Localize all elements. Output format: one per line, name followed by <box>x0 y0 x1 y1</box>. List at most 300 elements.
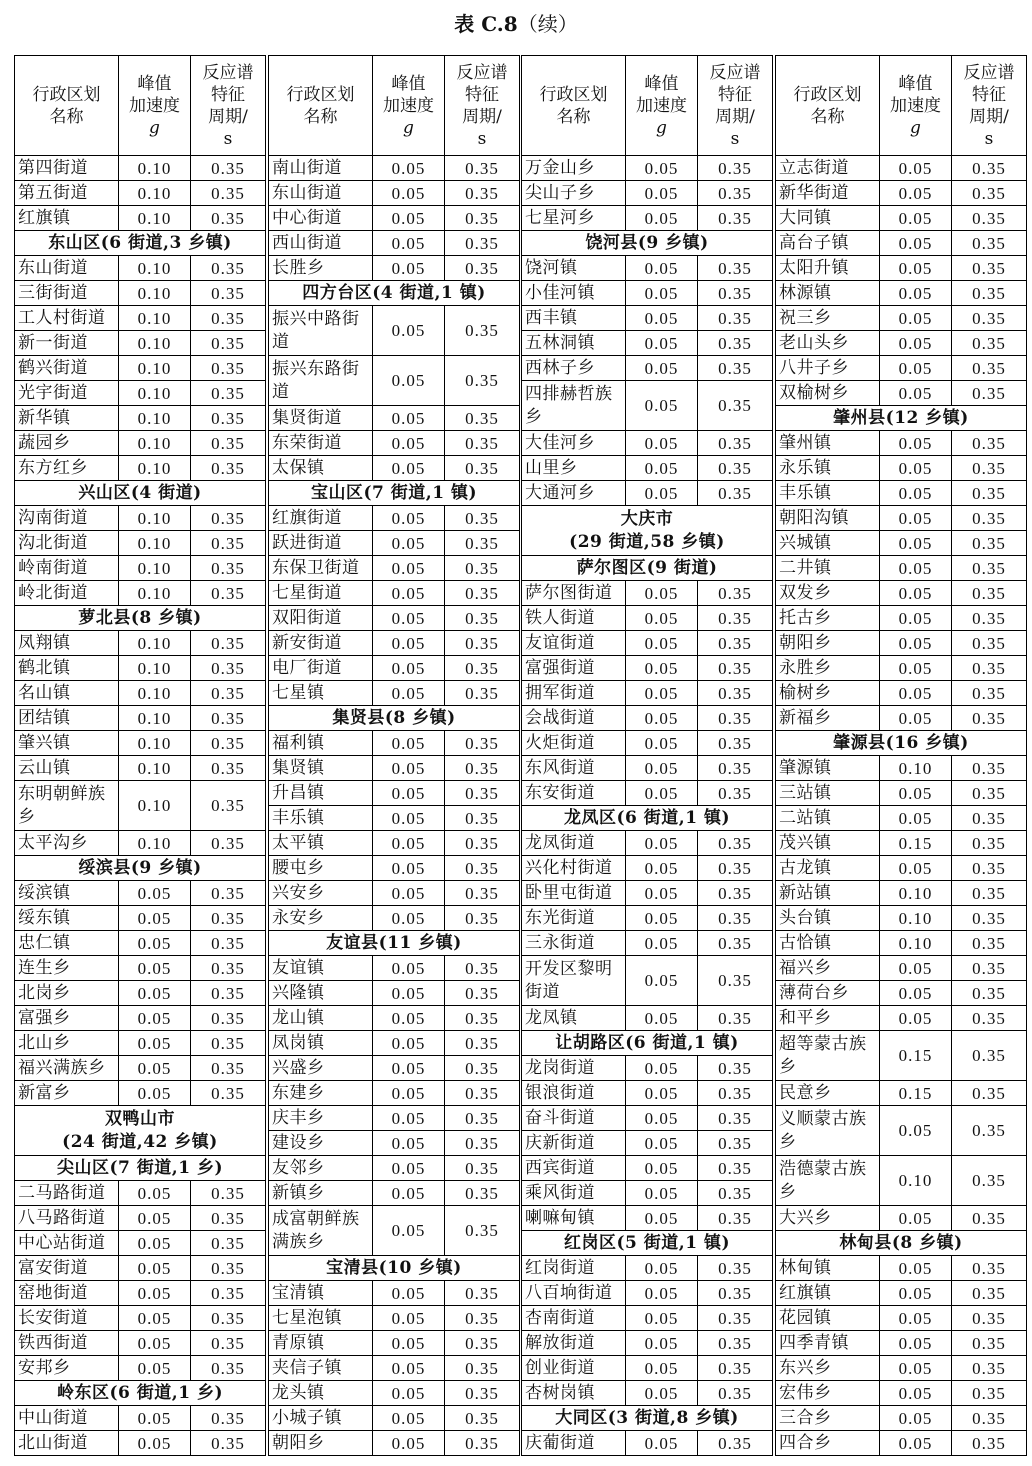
peak-acceleration-cell: 0.05 <box>373 1431 445 1456</box>
characteristic-period-cell: 0.35 <box>952 256 1027 281</box>
header-line: 反应谱 <box>456 62 508 83</box>
characteristic-period-cell: 0.35 <box>698 306 773 331</box>
peak-acceleration-cell: 0.05 <box>880 581 952 606</box>
table-row <box>269 306 520 356</box>
section-line: (24 街道,42 乡镇) <box>62 1131 218 1152</box>
characteristic-period-cell: 0.35 <box>952 1256 1027 1281</box>
peak-acceleration-cell: 0.10 <box>880 881 952 906</box>
peak-acceleration-cell: 0.05 <box>880 706 952 731</box>
region-name-cell: 第四街道 <box>15 156 119 181</box>
table-row <box>269 1281 520 1306</box>
section-row <box>269 481 520 506</box>
section-line: 红岗区(5 街道,1 镇) <box>564 1232 730 1253</box>
table-caption-suffix: （续） <box>517 12 578 36</box>
table-row <box>776 756 1027 781</box>
peak-acceleration-cell: 0.10 <box>119 731 191 756</box>
characteristic-period-cell: 0.35 <box>698 1306 773 1331</box>
peak-acceleration-cell: 0.05 <box>880 331 952 356</box>
table-body <box>15 156 266 1456</box>
characteristic-period-cell: 0.35 <box>952 181 1027 206</box>
region-name-cell: 三永街道 <box>522 931 626 956</box>
header-period-cell <box>698 56 773 156</box>
region-name-cell: 福利镇 <box>269 731 373 756</box>
peak-acceleration-cell: 0.15 <box>880 831 952 856</box>
peak-acceleration-cell: 0.05 <box>119 1306 191 1331</box>
header-line: 名称 <box>556 106 591 127</box>
header-period-cell <box>191 56 266 156</box>
header-name-cell <box>269 56 373 156</box>
characteristic-period-cell: 0.35 <box>952 831 1027 856</box>
characteristic-period-cell: 0.35 <box>952 506 1027 531</box>
characteristic-period-cell: 0.35 <box>191 256 266 281</box>
table-row <box>776 506 1027 531</box>
peak-acceleration-cell: 0.10 <box>119 706 191 731</box>
table-row <box>776 1281 1027 1306</box>
header-line: 名称 <box>49 106 84 127</box>
section-title <box>269 931 520 956</box>
region-name-cell: 电厂街道 <box>269 656 373 681</box>
region-name-cell: 光宇街道 <box>15 381 119 406</box>
table-row <box>15 881 266 906</box>
characteristic-period-cell: 0.35 <box>191 1031 266 1056</box>
peak-acceleration-cell: 0.05 <box>373 206 445 231</box>
table-row <box>15 756 266 781</box>
peak-acceleration-cell: 0.10 <box>119 331 191 356</box>
peak-acceleration-cell: 0.10 <box>119 256 191 281</box>
characteristic-period-cell: 0.35 <box>698 1181 773 1206</box>
peak-acceleration-cell: 0.05 <box>119 1231 191 1256</box>
table-row <box>269 1081 520 1106</box>
characteristic-period-cell: 0.35 <box>698 756 773 781</box>
region-name-cell: 林源镇 <box>776 281 880 306</box>
peak-acceleration-cell: 0.05 <box>880 506 952 531</box>
section-line: 友谊县(11 乡镇) <box>326 932 462 953</box>
header-line: 行政区划 <box>793 84 862 105</box>
region-name-cell: 北岗乡 <box>15 981 119 1006</box>
table-row <box>522 1331 773 1356</box>
peak-acceleration-cell: 0.05 <box>880 806 952 831</box>
region-name-cell: 红岗街道 <box>522 1256 626 1281</box>
header-line: 特征 <box>211 84 245 105</box>
region-name-cell: 头台镇 <box>776 906 880 931</box>
peak-acceleration-cell: 0.05 <box>373 406 445 431</box>
characteristic-period-cell: 0.35 <box>445 856 520 881</box>
table-row <box>776 1381 1027 1406</box>
region-name-cell: 东保卫街道 <box>269 556 373 581</box>
characteristic-period-cell: 0.35 <box>445 731 520 756</box>
table-row <box>522 706 773 731</box>
table-row <box>269 1431 520 1456</box>
table-row <box>522 1256 773 1281</box>
table-row <box>776 656 1027 681</box>
section-line: 龙凤区(6 街道,1 镇) <box>564 807 730 828</box>
table-row <box>269 456 520 481</box>
characteristic-period-cell: 0.35 <box>191 181 266 206</box>
region-name-cell: 新安街道 <box>269 631 373 656</box>
region-name-cell: 中山街道 <box>15 1406 119 1431</box>
peak-acceleration-cell: 0.05 <box>373 956 445 981</box>
table-row <box>269 231 520 256</box>
peak-acceleration-cell: 0.10 <box>119 531 191 556</box>
region-name-cell: 富安街道 <box>15 1256 119 1281</box>
region-name-cell: 红旗街道 <box>269 506 373 531</box>
peak-acceleration-cell: 0.05 <box>880 1006 952 1031</box>
section-title <box>15 231 266 256</box>
characteristic-period-cell: 0.35 <box>191 506 266 531</box>
peak-acceleration-cell: 0.05 <box>626 831 698 856</box>
table-row <box>522 256 773 281</box>
peak-acceleration-cell: 0.05 <box>626 606 698 631</box>
header-line: g <box>910 117 921 138</box>
peak-acceleration-cell: 0.05 <box>119 1356 191 1381</box>
table-row <box>522 631 773 656</box>
region-name-cell: 开发区黎明街道 <box>522 956 626 1006</box>
characteristic-period-cell: 0.35 <box>191 556 266 581</box>
section-row <box>15 481 266 506</box>
characteristic-period-cell: 0.35 <box>952 156 1027 181</box>
table-group-4 <box>775 55 1026 1456</box>
section-line: 尖山区(7 街道,1 乡) <box>57 1157 223 1178</box>
peak-acceleration-cell: 0.05 <box>373 1006 445 1031</box>
peak-acceleration-cell: 0.05 <box>373 1156 445 1181</box>
region-name-cell: 忠仁镇 <box>15 931 119 956</box>
peak-acceleration-cell: 0.05 <box>880 781 952 806</box>
region-name-cell: 朝阳沟镇 <box>776 506 880 531</box>
table-row <box>269 906 520 931</box>
characteristic-period-cell: 0.35 <box>445 881 520 906</box>
table-row <box>269 1206 520 1256</box>
peak-acceleration-cell: 0.05 <box>373 756 445 781</box>
header-line: 行政区划 <box>32 84 101 105</box>
region-name-cell: 太平沟乡 <box>15 831 119 856</box>
table-header <box>269 56 520 156</box>
region-name-cell: 永胜乡 <box>776 656 880 681</box>
peak-acceleration-cell: 0.05 <box>880 1256 952 1281</box>
table-row <box>522 1156 773 1181</box>
section-title <box>15 1106 266 1156</box>
table-row <box>15 1256 266 1281</box>
peak-acceleration-cell: 0.05 <box>880 206 952 231</box>
table-row <box>776 806 1027 831</box>
section-line: 宝清县(10 乡镇) <box>326 1257 462 1278</box>
region-name-cell: 名山镇 <box>15 681 119 706</box>
header-line: s <box>477 128 487 149</box>
characteristic-period-cell: 0.35 <box>952 656 1027 681</box>
peak-acceleration-cell: 0.05 <box>373 881 445 906</box>
table-row <box>522 456 773 481</box>
characteristic-period-cell: 0.35 <box>698 1056 773 1081</box>
peak-acceleration-cell: 0.05 <box>880 1381 952 1406</box>
header-row <box>269 56 520 156</box>
region-name-cell: 浩德蒙古族乡 <box>776 1156 880 1206</box>
characteristic-period-cell: 0.35 <box>445 1381 520 1406</box>
section-row <box>776 731 1027 756</box>
table-body <box>269 156 520 1456</box>
header-line: 行政区划 <box>286 84 355 105</box>
section-line: 岭东区(6 街道,1 乡) <box>57 1382 223 1403</box>
peak-acceleration-cell: 0.05 <box>119 906 191 931</box>
header-line: 名称 <box>303 106 338 127</box>
characteristic-period-cell: 0.35 <box>445 581 520 606</box>
characteristic-period-cell: 0.35 <box>445 1331 520 1356</box>
peak-acceleration-cell: 0.15 <box>880 1031 952 1081</box>
table-row <box>522 1281 773 1306</box>
peak-acceleration-cell: 0.05 <box>373 1106 445 1131</box>
section-line: 绥滨县(9 乡镇) <box>78 857 202 878</box>
peak-acceleration-cell: 0.10 <box>119 831 191 856</box>
peak-acceleration-cell: 0.10 <box>119 656 191 681</box>
characteristic-period-cell: 0.35 <box>698 606 773 631</box>
header-line: 峰值 <box>644 73 679 94</box>
table-row <box>776 906 1027 931</box>
section-line: 饶河县(9 乡镇) <box>585 232 709 253</box>
header-name-cell <box>15 56 119 156</box>
peak-acceleration-cell: 0.05 <box>626 756 698 781</box>
peak-acceleration-cell: 0.05 <box>373 1381 445 1406</box>
table-row <box>776 606 1027 631</box>
characteristic-period-cell: 0.35 <box>952 1081 1027 1106</box>
region-name-cell: 青原镇 <box>269 1331 373 1356</box>
table-row <box>522 856 773 881</box>
peak-acceleration-cell: 0.05 <box>626 731 698 756</box>
section-line: 萨尔图区(9 街道) <box>576 557 718 578</box>
peak-acceleration-cell: 0.10 <box>119 306 191 331</box>
region-name-cell: 东兴乡 <box>776 1356 880 1381</box>
table-row <box>269 881 520 906</box>
region-name-cell: 福兴满族乡 <box>15 1056 119 1081</box>
table-row <box>776 681 1027 706</box>
header-accel-cell <box>373 56 445 156</box>
region-name-cell: 尖山子乡 <box>522 181 626 206</box>
table-row <box>269 1031 520 1056</box>
characteristic-period-cell: 0.35 <box>191 656 266 681</box>
characteristic-period-cell: 0.35 <box>952 956 1027 981</box>
peak-acceleration-cell: 0.05 <box>880 1281 952 1306</box>
characteristic-period-cell: 0.35 <box>698 1156 773 1181</box>
region-name-cell: 龙岗街道 <box>522 1056 626 1081</box>
region-name-cell: 义顺蒙古族乡 <box>776 1106 880 1156</box>
characteristic-period-cell: 0.35 <box>191 681 266 706</box>
table-row <box>522 181 773 206</box>
peak-acceleration-cell: 0.05 <box>373 1281 445 1306</box>
region-name-cell: 大同镇 <box>776 206 880 231</box>
characteristic-period-cell: 0.35 <box>698 381 773 431</box>
characteristic-period-cell: 0.35 <box>698 456 773 481</box>
region-name-cell: 集贤镇 <box>269 756 373 781</box>
characteristic-period-cell: 0.35 <box>191 1006 266 1031</box>
region-name-cell: 北山乡 <box>15 1031 119 1056</box>
peak-acceleration-cell: 0.10 <box>119 781 191 831</box>
region-name-cell: 新华镇 <box>15 406 119 431</box>
region-name-cell: 升昌镇 <box>269 781 373 806</box>
table-row <box>269 256 520 281</box>
peak-acceleration-cell: 0.05 <box>626 1056 698 1081</box>
region-name-cell: 蔬园乡 <box>15 431 119 456</box>
characteristic-period-cell: 0.35 <box>952 1406 1027 1431</box>
table-row <box>776 531 1027 556</box>
header-name-cell <box>522 56 626 156</box>
region-name-cell: 榆树乡 <box>776 681 880 706</box>
table-row <box>522 956 773 1006</box>
peak-acceleration-cell: 0.05 <box>880 181 952 206</box>
characteristic-period-cell: 0.35 <box>191 1281 266 1306</box>
table-body <box>522 156 773 1456</box>
header-line: s <box>223 128 233 149</box>
region-name-cell: 振兴中路街道 <box>269 306 373 356</box>
header-line: 名称 <box>810 106 845 127</box>
peak-acceleration-cell: 0.05 <box>626 781 698 806</box>
region-name-cell: 八百垧街道 <box>522 1281 626 1306</box>
characteristic-period-cell: 0.35 <box>445 1281 520 1306</box>
section-row <box>269 281 520 306</box>
table-row <box>269 356 520 406</box>
table-row <box>776 1256 1027 1281</box>
peak-acceleration-cell: 0.05 <box>119 1056 191 1081</box>
section-row <box>522 1231 773 1256</box>
table-row <box>269 206 520 231</box>
peak-acceleration-cell: 0.05 <box>373 1056 445 1081</box>
header-line: 特征 <box>972 84 1006 105</box>
characteristic-period-cell: 0.35 <box>698 731 773 756</box>
peak-acceleration-cell: 0.05 <box>626 156 698 181</box>
peak-acceleration-cell: 0.05 <box>626 1331 698 1356</box>
table-header <box>776 56 1027 156</box>
table-row <box>269 606 520 631</box>
section-row <box>15 1156 266 1181</box>
characteristic-period-cell: 0.35 <box>698 481 773 506</box>
region-name-cell: 大佳河乡 <box>522 431 626 456</box>
peak-acceleration-cell: 0.10 <box>119 756 191 781</box>
region-name-cell: 中心街道 <box>269 206 373 231</box>
region-name-cell: 东明朝鲜族乡 <box>15 781 119 831</box>
characteristic-period-cell: 0.35 <box>445 1031 520 1056</box>
region-name-cell: 八井子乡 <box>776 356 880 381</box>
peak-acceleration-cell: 0.10 <box>119 631 191 656</box>
table-row <box>15 656 266 681</box>
header-name-cell <box>776 56 880 156</box>
region-name-cell: 太阳升镇 <box>776 256 880 281</box>
peak-acceleration-cell: 0.10 <box>119 581 191 606</box>
table-row <box>15 1031 266 1056</box>
header-row <box>15 56 266 156</box>
table-row <box>522 1006 773 1031</box>
characteristic-period-cell: 0.35 <box>952 781 1027 806</box>
peak-acceleration-cell: 0.05 <box>880 156 952 181</box>
characteristic-period-cell: 0.35 <box>698 281 773 306</box>
peak-acceleration-cell: 0.05 <box>880 631 952 656</box>
peak-acceleration-cell: 0.05 <box>119 1081 191 1106</box>
characteristic-period-cell: 0.35 <box>698 831 773 856</box>
table-row <box>269 581 520 606</box>
table-row <box>15 731 266 756</box>
characteristic-period-cell: 0.35 <box>445 231 520 256</box>
section-row <box>522 806 773 831</box>
table-row <box>15 1081 266 1106</box>
peak-acceleration-cell: 0.05 <box>119 1256 191 1281</box>
header-line: 加速度 <box>383 95 434 116</box>
characteristic-period-cell: 0.35 <box>191 206 266 231</box>
table-row <box>15 1056 266 1081</box>
characteristic-period-cell: 0.35 <box>698 206 773 231</box>
table-row <box>15 681 266 706</box>
characteristic-period-cell: 0.35 <box>445 306 520 356</box>
region-name-cell: 富强街道 <box>522 656 626 681</box>
region-name-cell: 祝三乡 <box>776 306 880 331</box>
table-row <box>522 206 773 231</box>
section-line: 集贤县(8 乡镇) <box>332 707 456 728</box>
characteristic-period-cell: 0.35 <box>698 1081 773 1106</box>
region-name-cell: 七星河乡 <box>522 206 626 231</box>
characteristic-period-cell: 0.35 <box>445 1431 520 1456</box>
characteristic-period-cell: 0.35 <box>445 1406 520 1431</box>
characteristic-period-cell: 0.35 <box>191 456 266 481</box>
section-title <box>269 1256 520 1281</box>
table-row <box>522 1431 773 1456</box>
region-name-cell: 永乐镇 <box>776 456 880 481</box>
peak-acceleration-cell: 0.05 <box>626 431 698 456</box>
characteristic-period-cell: 0.35 <box>445 256 520 281</box>
table-row <box>269 1331 520 1356</box>
region-name-cell: 小佳河镇 <box>522 281 626 306</box>
header-line: g <box>656 117 667 138</box>
peak-acceleration-cell: 0.05 <box>626 1306 698 1331</box>
peak-acceleration-cell: 0.10 <box>880 1156 952 1206</box>
region-name-cell: 云山镇 <box>15 756 119 781</box>
region-name-cell: 庆新街道 <box>522 1131 626 1156</box>
characteristic-period-cell: 0.35 <box>191 781 266 831</box>
section-title <box>15 856 266 881</box>
characteristic-period-cell: 0.35 <box>191 1406 266 1431</box>
table-row <box>269 681 520 706</box>
peak-acceleration-cell: 0.05 <box>373 631 445 656</box>
characteristic-period-cell: 0.35 <box>191 431 266 456</box>
table-row <box>522 306 773 331</box>
header-period-cell <box>445 56 520 156</box>
peak-acceleration-cell: 0.05 <box>373 231 445 256</box>
characteristic-period-cell: 0.35 <box>191 406 266 431</box>
table-row <box>522 756 773 781</box>
characteristic-period-cell: 0.35 <box>191 1181 266 1206</box>
table-row <box>776 331 1027 356</box>
peak-acceleration-cell: 0.05 <box>373 1331 445 1356</box>
characteristic-period-cell: 0.35 <box>698 856 773 881</box>
section-row <box>15 856 266 881</box>
table-row <box>522 606 773 631</box>
section-title <box>15 1381 266 1406</box>
region-name-cell: 小城子镇 <box>269 1406 373 1431</box>
characteristic-period-cell: 0.35 <box>445 181 520 206</box>
table-row <box>522 156 773 181</box>
region-name-cell: 新富乡 <box>15 1081 119 1106</box>
region-name-cell: 东山街道 <box>269 181 373 206</box>
region-name-cell: 成富朝鲜族满族乡 <box>269 1206 373 1256</box>
table-row <box>776 1006 1027 1031</box>
characteristic-period-cell: 0.35 <box>445 606 520 631</box>
section-line: (29 街道,58 乡镇) <box>569 531 725 552</box>
region-name-cell: 龙山镇 <box>269 1006 373 1031</box>
section-line: 东山区(6 街道,3 乡镇) <box>48 232 232 253</box>
peak-acceleration-cell: 0.05 <box>373 1356 445 1381</box>
region-name-cell: 老山头乡 <box>776 331 880 356</box>
peak-acceleration-cell: 0.05 <box>119 1206 191 1231</box>
characteristic-period-cell: 0.35 <box>191 1206 266 1231</box>
table-row <box>269 781 520 806</box>
peak-acceleration-cell: 0.05 <box>119 1406 191 1431</box>
region-name-cell: 新华街道 <box>776 181 880 206</box>
region-table-1 <box>14 55 266 1456</box>
peak-acceleration-cell: 0.05 <box>880 956 952 981</box>
region-name-cell: 鹤北镇 <box>15 656 119 681</box>
